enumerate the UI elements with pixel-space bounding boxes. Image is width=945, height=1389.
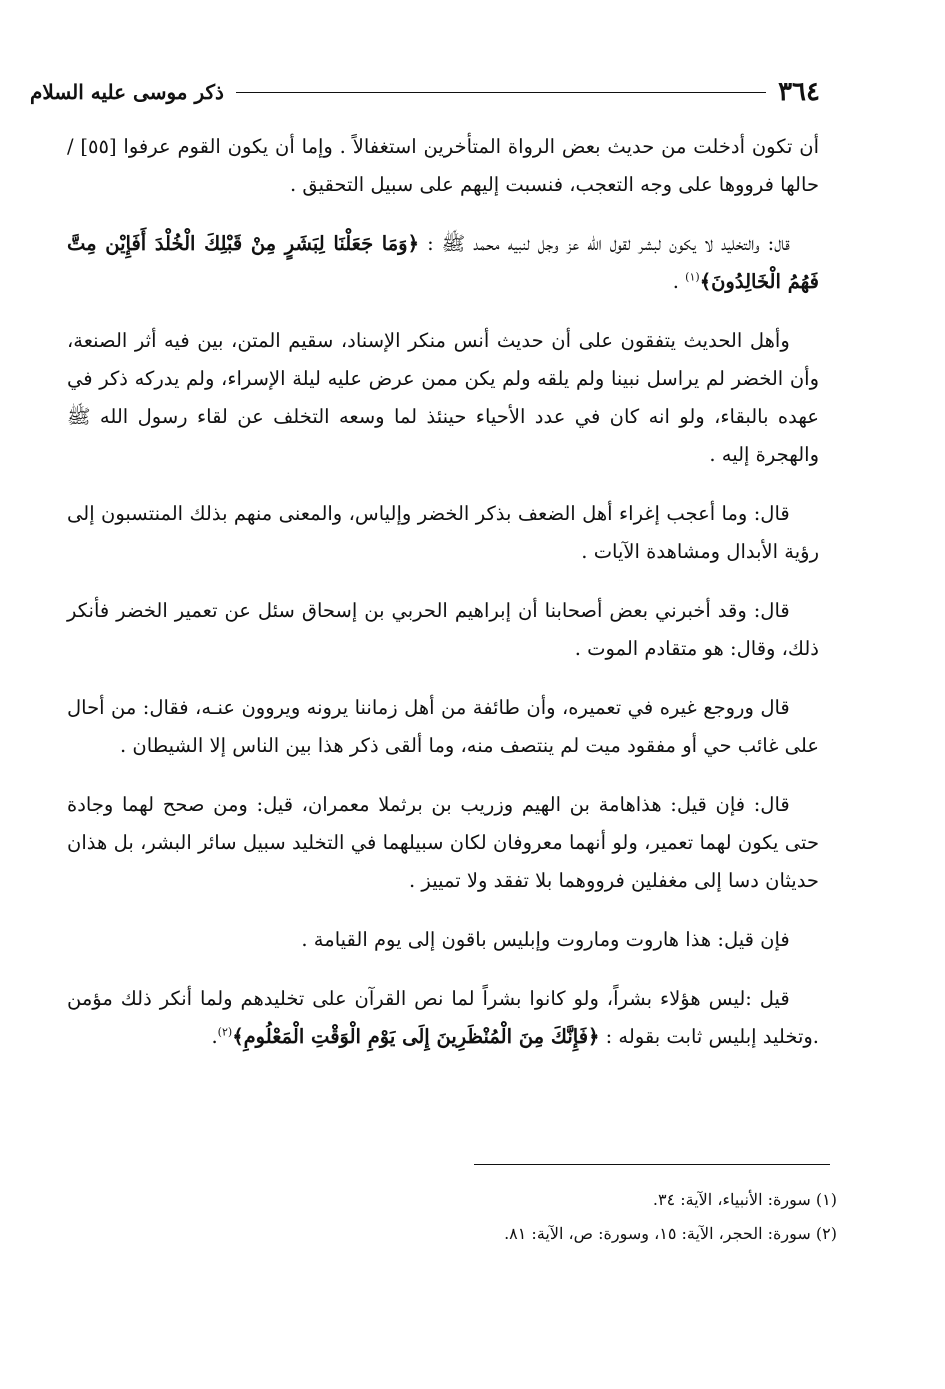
- quran-verse-2: ﴿فَإِنَّكَ مِنَ الْمُنْظَرِينَ إِلَى يَوْمِ الْوَقْتِ الْمَعْلُومِ﴾: [232, 1025, 600, 1048]
- paragraph-9-end: .: [211, 1025, 218, 1048]
- paragraph-9-text: قيل :ليس هؤلاء بشراً، ولو كانوا بشراً لما نص القرآن على تخليدهم ولما أنكر ذلك مؤمن .وتخليد إبليس ثابت بقوله :: [67, 987, 819, 1048]
- quran-verse-1: ﴿وَمَا جَعَلْنَا لِبَشَرٍ مِنْ قَبْلِكَ الْخُلْدَ أَفَإِيْن مِتَّ فَهُمُ الْخَالِدُونَ﴾: [67, 232, 819, 293]
- paragraph-2-end: .: [672, 270, 686, 293]
- paragraph-4: قال: وما أعجب إغراء أهل الضعف بذكر الخضر وإلياس، والمعنى منهم بذلك المنتسبون إلى رؤية الأبدال ومشاهدة الآيات .: [67, 502, 819, 563]
- running-header: [30, 70, 820, 114]
- main-text: [67, 128, 819, 1077]
- footnote-mark-1: (١): [685, 270, 700, 284]
- paragraph-9: [67, 980, 819, 1056]
- footnote-1: (١) سورة: الأنبياء، الآية: ٣٤.: [652, 1190, 837, 1209]
- paragraph-8: فإن قيل: هذا هاروت وماروت وإبليس باقون إلى يوم القيامة .: [301, 928, 790, 951]
- paragraph-2-text: قال: والتخليد لا يكون لبشر لقول الله عز وجل لنبيه محمد ﷺ :: [419, 232, 790, 255]
- page-number: ٣٦٤: [778, 77, 820, 107]
- footnote-separator: [474, 1164, 830, 1165]
- paragraph-2: [67, 225, 819, 301]
- paragraph-7: قال: فإن قيل: هذاهامة بن الهيم وزريب بن برثملا معمران، قيل: ومن صحح لهما وجادة حتى يكون لهما تعمير، ولو أنهما معروفان لكان سبيلهما في التخليد سبيل سائر البشر، بل هذان حديثان دسا إلى مغفلين فرووهما بلا تفقد ولا تمييز .: [67, 793, 819, 892]
- running-title: ذكر موسى عليه السلام: [30, 80, 224, 104]
- footnote-2: (٢) سورة: الحجر، الآية: ١٥، وسورة: ص، الآية: ٨١.: [504, 1224, 837, 1243]
- footnotes: [137, 1183, 837, 1251]
- header-rule: [236, 92, 766, 93]
- paragraph-1: أن تكون أدخلت من حديث بعض الرواة المتأخرين استغفالاً . وإما أن يكون القوم عرفوا [٥٥] / حالها فرووها على وجه التعجب، فنسبت إليهم على سبيل التحقيق .: [67, 135, 819, 196]
- paragraph-5: قال: وقد أخبرني بعض أصحابنا أن إبراهيم الحربي بن إسحاق سئل عن تعمير الخضر فأنكر ذلك، وقال: هو متقادم الموت .: [67, 599, 819, 660]
- paragraph-3: وأهل الحديث يتفقون على أن حديث أنس منكر الإسناد، سقيم المتن، بين فيه أثر الصنعة، وأن الخضر لم يراسل نبينا ولم يلقه ولم يكن ممن عرض عليه ليلة الإسراء، ولم يدركه ذكر في عهده بالبقاء، ولو انه كان في عدد الأحياء حينئذ لما وسعه التخلف عن لقاء رسول الله ﷺ والهجرة إليه .: [67, 329, 819, 466]
- paragraph-6: قال وروجع غيره في تعميره، وأن طائفة من أهل زماننا يرونه ويروون عنـه، فقال: من أحال على غائب حي أو مفقود ميت لم ينتصف منه، وما ألقى ذكر هذا بين الناس إلا الشيطان .: [67, 696, 819, 757]
- footnote-mark-2: (٢): [217, 1025, 233, 1039]
